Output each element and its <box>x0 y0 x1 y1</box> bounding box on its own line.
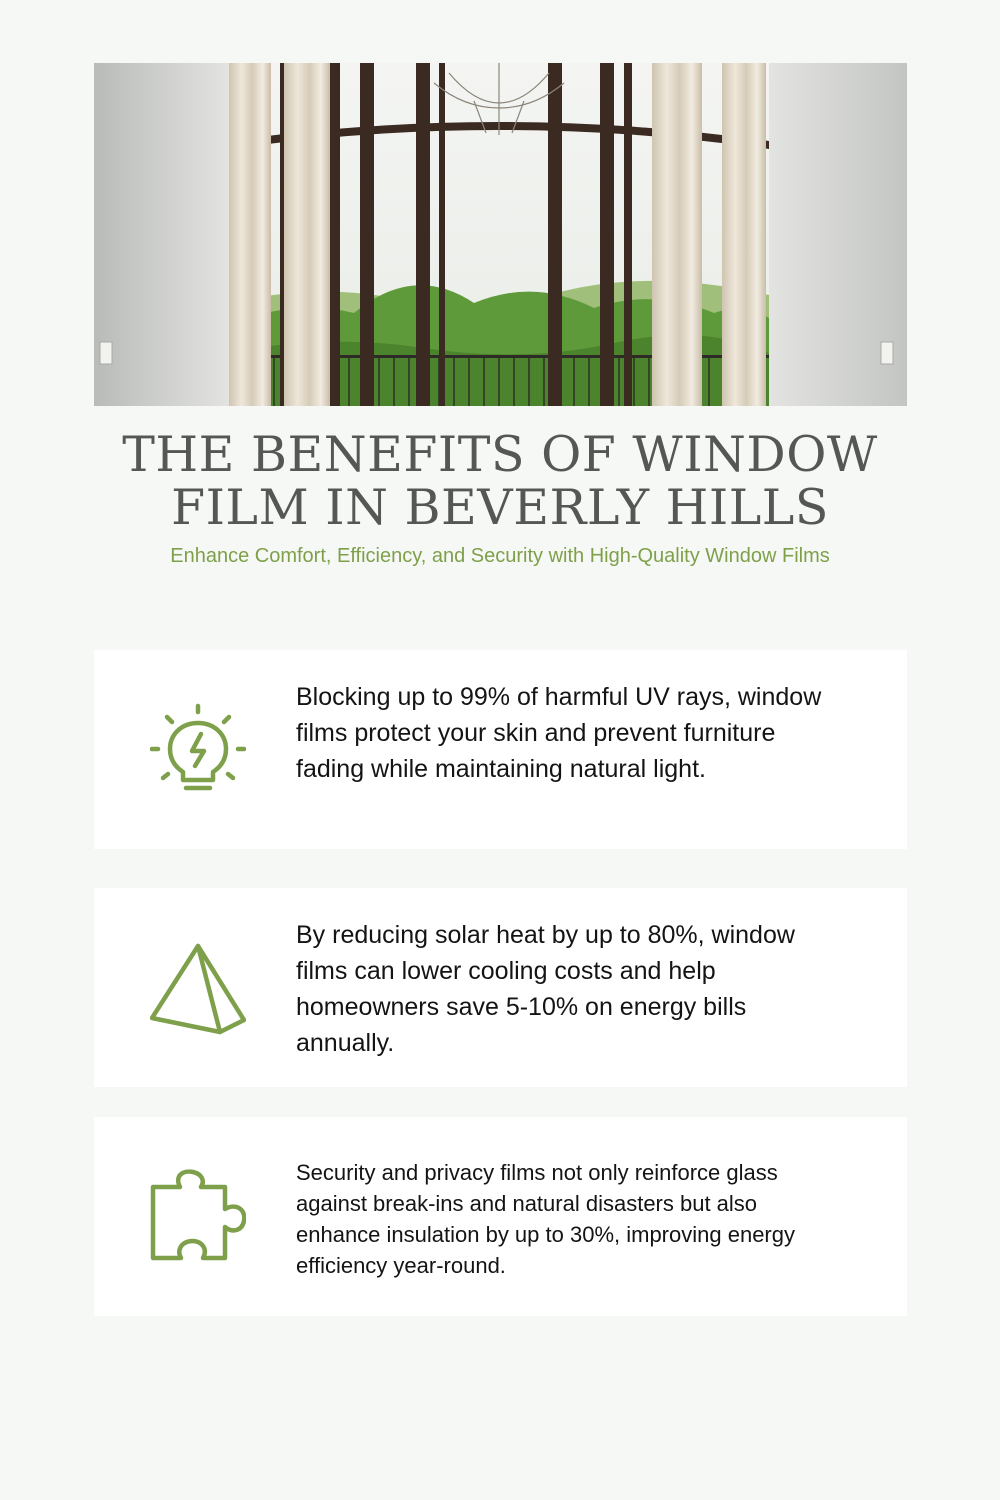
puzzle-piece-icon <box>150 1169 246 1265</box>
benefit-card-solar-heat <box>94 888 907 1087</box>
pyramid-icon <box>150 940 246 1036</box>
benefit-card-uv <box>94 650 907 849</box>
title-line-2: FILM IN BEVERLY HILLS <box>171 479 829 536</box>
page-subtitle: Enhance Comfort, Efficiency, and Security with High-Quality Window Films <box>170 545 830 567</box>
benefit-text: Blocking up to 99% of harmful UV rays, window films protect your skin and prevent furniture fading while maintaining natural light. <box>296 683 822 783</box>
title-line-1: THE BENEFITS OF WINDOW <box>122 426 878 483</box>
page-title <box>60 428 940 534</box>
benefit-text: Security and privacy films not only reinforce glass against break-ins and natural disasters but also enhance insulation by up to 30%, improving energy efficiency year-round. <box>296 1160 795 1278</box>
lightbulb-icon <box>150 702 246 798</box>
benefit-text: By reducing solar heat by up to 80%, window films can lower cooling costs and help homeowners save 5-10% on energy bills annually. <box>296 921 795 1057</box>
hero-image <box>94 63 907 406</box>
benefit-card-security <box>94 1117 907 1316</box>
